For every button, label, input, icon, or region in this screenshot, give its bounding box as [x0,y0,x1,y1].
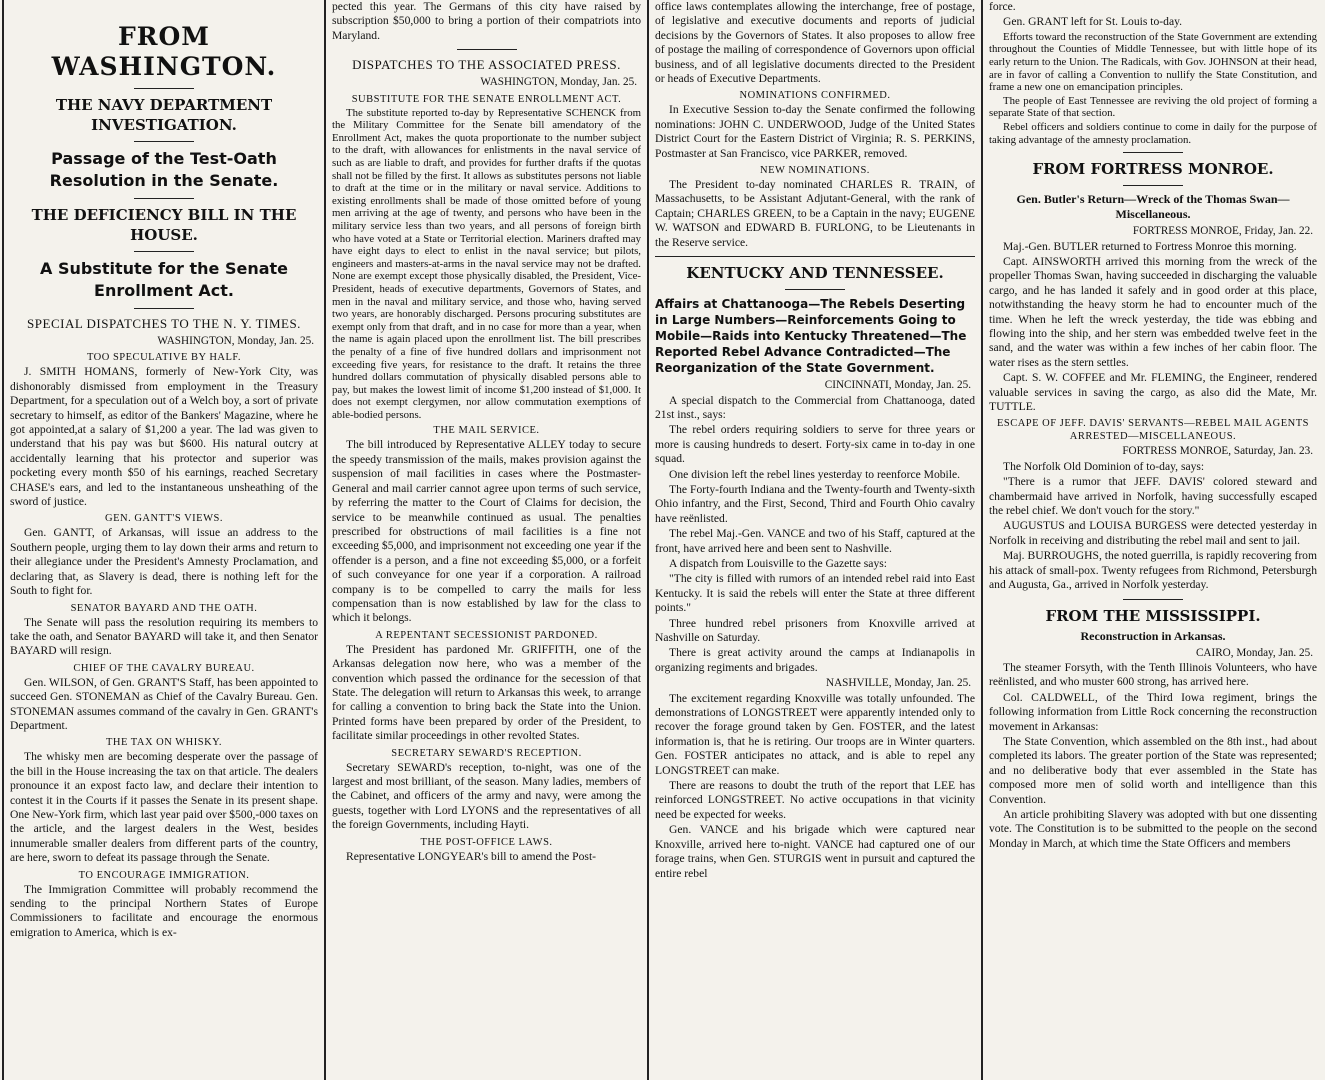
subhead-arkansas: Reconstruction in Arkansas. [1080,628,1226,643]
article-paragraph: The President to-day nominated CHARLES R. TRAIN, of Massachusetts, to be Assistant Adjutant-General, with the rank of Captain; CHARLES GREEN, to be a Captain in the navy; EUGENE W. WATSON and EDWARD B. FURLONG, to be Lieutenants in the Reserve service. [655,178,975,249]
article-paragraph: force. [989,0,1016,13]
section-heading: SENATOR BAYARD AND THE OATH. [70,602,258,614]
article-paragraph: The Immigration Committee will probably recommend the sending to the principal Northern States of Europe Commissioners to facilitate and encourage the enormous emigration to America, which is ex- [10,882,318,939]
article-paragraph: The President has pardoned Mr. GRIFFITH, one of the Arkansas delegation now here, who was a member of the convention which passed the ordinance for the secession of that State. The delegation will return to Arkansas this week, to arrange for calling a convention to bring back the State into the Union. Printed forms have been prepared by order of the President, to facilitate similar proceedings in other revolted States. [332,642,641,743]
article-paragraph: The people of East Tennessee are reviving the old project of forming a separate State of that section. [989,94,1317,120]
column-1 [2,0,324,1080]
section-heading: NOMINATIONS CONFIRMED. [739,90,891,102]
article-paragraph: There is great activity around the camps at Indianapolis in organizing regiments and brigades. [655,646,975,674]
section-heading: SUBSTITUTE FOR THE SENATE ENROLLMENT ACT. [351,93,622,105]
article-paragraph: Maj.-Gen. BUTLER returned to Fortress Monroe this morning. [1003,239,1297,253]
dateline: WASHINGTON, Monday, Jan. 25. [480,76,637,89]
column-4 [983,0,1323,1080]
section-heading: TOO SPECULATIVE BY HALF. [86,352,242,364]
article-paragraph: Gen. GRANT left for St. Louis to-day. [1003,15,1183,29]
divider [1123,152,1183,153]
headline-from-washington: FROM WASHINGTON. [51,22,277,81]
article-paragraph: The steamer Forsyth, with the Tenth Illinois Volunteers, who have reënlisted, and who muster 600 strong, has arrived here. [989,660,1317,689]
article-paragraph: There are reasons to doubt the truth of the report that LEE has reinforced LONGSTREET. No active occupations in that vicinity need be expected for weeks. [655,779,975,821]
article-paragraph: The whisky men are becoming desperate over the passage of the bill in the House increasing the tax on that article. The dealers pronounce it an expost facto law, and declare their intention to contest it in the Courts if it passes the Senate in its present shape. One New-York firm, which last year paid over $500,-000 taxes on the article, and the largest dealers in the West, besides innumerable smaller dealers from different parts of the country, are here, sworn to defeat its passage through the Senate. [10,750,318,865]
article-paragraph: Capt. S. W. COFFEE and Mr. FLEMING, the Engineer, rendered valuable services in saving the cargo, as also did the Mate, Mr. TUTTLE. [989,371,1317,414]
divider [785,289,845,290]
article-paragraph: "There is a rumor that JEFF. DAVIS' colored steward and chambermaid have arrived in Norfolk, having successfully escaped the rebel chief. We don't vouch for the story." [989,475,1317,518]
article-paragraph: The rebel Maj.-Gen. VANCE and two of his Staff, captured at the front, have arrived here and been sent to Nashville. [655,527,975,555]
article-paragraph: Three hundred rebel prisoners from Knoxville arrived at Nashville on Saturday. [655,616,975,644]
article-paragraph: Maj. BURROUGHS, the noted guerrilla, is rapidly recovering from his attack of small-pox. Twenty refugees from Richmond, Petersburgh and Augusta, Ga., arrived in Norfolk yesterday. [989,549,1317,592]
article-paragraph: The Norfolk Old Dominion of to-day, says: [1003,459,1205,473]
article-paragraph: The excitement regarding Knoxville was totally unfounded. The demonstrations of LONGSTREET were apparently intended only to recover the forage ground taken by Gen. FOSTER, and the latest information is, that he is retiring. Our troops are in Winter quarters. Gen. FOSTER anticipates no attack, and is able to repel any LONGSTREET can make. [655,691,975,777]
divider [457,49,517,50]
section-heading: SECRETARY SEWARD'S RECEPTION. [391,747,582,759]
divider [134,308,194,309]
subhead-butler: Gen. Butler's Return—Wreck of the Thomas Swan—Miscellaneous. [1016,192,1290,222]
article-paragraph: J. SMITH HOMANS, formerly of New-York City, was dishonorably dismissed from employment in the Treasury Department, for a speculation out of a Welch boy, a sort of private secretary to himself, as editor of the Bankers' Magazine, where he got appointed,at a salary of $1,200 a year. The lad was given to understand that his pay was but $600. His natural outcry at accidentally learning that his protector and superior was pocketing every month $50 of his earnings, reached Secretary CHASE's ears, and led to the instantaneous unsheathing of the sword of justice. [10,365,318,509]
article-paragraph: Capt. AINSWORTH arrived this morning from the wreck of the propeller Thomas Swan, having succeeded in discharging the valuable cargo, and he has landed it safely and in good order at this place, notwithstanding the heavy storm he had to encounter much of the time. When he left the wreck yesterday, the tide was ebbing and flowing into the ship, and her stern was embedded twelve feet in the sand, and the water was within a few inches of her cabin floor. The water rises as the stern settles. [989,254,1317,369]
dateline: WASHINGTON, Monday, Jan. 25. [157,335,314,347]
dateline: FORTRESS MONROE, Friday, Jan. 22. [1132,225,1313,238]
article-paragraph: The State Convention, which assembled on the 8th inst., had about completed its labors. The greater portion of the State was represented; and no deliberative body that ever assembled in the State has composed more men of solid worth and intelligence than this Convention. [989,734,1317,806]
section-heading: NEW NOMINATIONS. [760,165,870,177]
article-paragraph: Gen. VANCE and his brigade which were captured near Knoxville, arrived here to-night. VANCE had captured one of our forage trains, when Gen. STURGIS went in pursuit and captured the entire rebel [655,823,975,880]
article-paragraph: The rebel orders requiring soldiers to serve for three years or more is causing hundreds to desert. Forty-six came in to-day in one squad. [655,423,975,466]
dateline: CINCINNATI, Monday, Jan. 25. [824,379,971,392]
article-paragraph: A special dispatch to the Commercial from Chattanooga, dated 21st inst., says: [655,393,975,421]
article-paragraph: The substitute reported to-day by Representative SCHENCK from the Military Committee for the Senate bill amendatory of the Enrollment Act, makes the quota proportionate to the number subject to the draft, with allowances for enlistments in the naval service of such as are liable to draft, and provides for further drafts if the quotas shall not be filled by the first. It allows as substitutes persons not liable to draft at the time or in the military or naval service. Additions to existing enrollments shall be made of those omitted before of young men arriving at the age of twenty, and persons who have been in the military service less than two years, and all persons of foreign birth who have voted at a State or Territorial election. Mariners drafted may have eight days to elect to enlist in the naval service; but pilots, engineers and masters-at-arms in the naval service may not be drafted. None are exempt except those physically disabled, the President, Vice-President, heads of executive departments, Governors of States, and men in the naval and military service, and those who, having served two years, are honorably discharged. Persons procuring substitutes are exempt only from that draft, and in no case for more than a year, when the name is again placed upon the enrollment list. The bill prescribes the penalty of a fine of five hundred dollars and imprisonment not exceeding five years, for resistance to the draft. It retains the three hundred dollars commutation of physically disabled persons able to pay, but makes the lowest limit of income $1,200 instead of $1,000. It does not exempt clergymen, nor allow commutation exemptions of able-bodied persons. [332,106,641,421]
article-paragraph: Col. CALDWELL, of the Third Iowa regiment, brings the following information from Little Rock concerning the reconstruction movement in Arkansas: [989,690,1317,733]
article-paragraph: Rebel officers and soldiers continue to come in daily for the purpose of taking advantage of the amnesty proclamation. [989,120,1317,146]
article-paragraph: Secretary SEWARD's reception, to-night, was one of the largest and most brilliant, of the season. Many ladies, members of the Cabinet, and officers of the army and navy, were among the guests, together with Lord LYONS and the representatives of all the foreign Governments, including Hayti. [332,760,641,832]
article-paragraph: The bill introduced by Representative ALLEY today to secure the speedy transmission of the mails, makes provision against the suspension of mail facilities in cases where the Postmaster-General and mail carrier cannot agree upon terms of such service, by referring the matter to the Court of Claims for decision, the service to be meanwhile continued as usual. The penalties prescribed for obstructions of mail facilities is a fine not exceeding $5,000, and imprisonment not exceeding one year if the offender is a person, and a fine not exceeding $5,000, or a forfeit of such conveyance for one year if a corporation. A railroad company is to be compelled to carry the mails for less compensation than is now established by law for the class to which it belongs. [332,438,641,625]
headline-kentucky-tennessee: KENTUCKY AND TENNESSEE. [686,264,944,283]
divider [1123,185,1183,186]
article-paragraph: pected this year. The Germans of this city have raised by subscription $50,000 to bring a portion of their compatriots into Maryland. [332,0,641,42]
article-paragraph: Gen. WILSON, of Gen. GRANT'S Staff, has been appointed to succeed Gen. STONEMAN as Chief of the Cavalry Bureau. Gen. STONEMAN assumes command of the cavalry in Gen. GRANT's Department. [10,675,318,732]
article-paragraph: AUGUSTUS and LOUISA BURGESS were detected yesterday in Norfolk in receiving and distributing the rebel mail and sent to jail. [989,519,1317,547]
article-paragraph: A dispatch from Louisville to the Gazette says: [669,556,887,570]
dateline: FORTRESS MONROE, Saturday, Jan. 23. [1122,445,1313,458]
article-paragraph: Representative LONGYEAR's bill to amend the Post- [346,849,597,863]
section-heading: THE POST-OFFICE LAWS. [420,836,553,848]
dateline: NASHVILLE, Monday, Jan. 25. [825,677,971,690]
article-paragraph: The Forty-fourth Indiana and the Twenty-fourth and Twenty-sixth Ohio infantry, and the First, Second, Third and Fourth Ohio cavalry have reënlisted. [655,482,975,525]
divider [134,251,194,252]
divider [134,141,194,142]
article-paragraph: Efforts toward the reconstruction of the State Government are extending throughout the Counties of Middle Tennessee, but with little hope of its early return to the Union. The Radicals, with Gov. JOHNSON at their head, are in favor of calling a Convention to nullify the State Constitution, and frame a new one on emancipation principles. [989,30,1317,94]
section-heading: THE TAX ON WHISKY. [105,737,223,749]
special-dispatches-line: SPECIAL DISPATCHES TO THE N. Y. TIMES. [27,316,301,331]
associated-press-heading: DISPATCHES TO THE ASSOCIATED PRESS. [352,57,621,73]
section-heading: THE MAIL SERVICE. [433,425,540,437]
article-paragraph: One division left the rebel lines yesterday to reenforce Mobile. [669,467,961,481]
subhead-substitute: A Substitute for the Senate Enrollment Act. [39,259,289,300]
article-paragraph: An article prohibiting Slavery was adopted with but one dissenting vote. The Constitution is to be submitted to the people on the second Monday in March, at which time the State Officers and members [989,807,1317,850]
column-3 [649,0,981,1080]
divider [655,256,975,257]
headline-mississippi: FROM THE MISSISSIPPI. [1045,606,1261,625]
section-heading: A REPENTANT SECESSIONIST PARDONED. [375,629,598,641]
subhead-navy: THE NAVY DEPARTMENT INVESTIGATION. [55,96,273,134]
divider [134,198,194,199]
divider [1123,599,1183,600]
article-paragraph: Gen. GANTT, of Arkansas, will issue an address to the Southern people, urging them to lay down their arms and return to their allegiance under the President's Amnesty Proclamation, and declaring that, as Slavery is dead, there is nothing left for the South to fight for. [10,526,318,598]
section-heading: ESCAPE OF JEFF. DAVIS' SERVANTS—REBEL MAIL AGENTS ARRESTED—MISCELLANEOUS. [996,418,1310,443]
headline-fortress-monroe: FROM FORTRESS MONROE. [1032,160,1274,179]
subhead-test-oath: Passage of the Test-Oath Resolution in the Senate. [49,149,279,190]
section-heading: CHIEF OF THE CAVALRY BUREAU. [73,662,255,674]
section-heading: TO ENCOURAGE IMMIGRATION. [78,869,250,881]
article-paragraph: The Senate will pass the resolution requiring its members to take the oath, and Senator BAYARD will take it, and then Senator BAYARD will resign. [10,615,318,658]
subhead-chattanooga: Affairs at Chattanooga—The Rebels Deserting in Large Numbers—Reinforcements Going to Mobile—Raids into Kentucky Threatened—The Reported Rebel Advance Contradicted—The Reorganization of the State Government. [655,297,967,376]
subhead-deficiency: THE DEFICIENCY BILL IN THE HOUSE. [31,206,297,244]
article-paragraph: "The city is filled with rumors of an intended rebel raid into East Kentucky. It is said the rebels will enter the State at three different points." [655,572,975,615]
divider [134,88,194,89]
section-heading: GEN. GANTT'S VIEWS. [105,513,223,525]
dateline: CAIRO, Monday, Jan. 25. [1195,646,1313,659]
article-paragraph: office laws contemplates allowing the interchange, free of postage, of legislative and executive documents and reports of judicial decisions by the Governors of States. It also proposes to allow free of postage the mailing of correspondence of Governors upon official business, and of all legislative documents directed to the President or heads of Executive Departments. [655,0,975,86]
column-2 [326,0,647,1080]
article-paragraph: In Executive Session to-day the Senate confirmed the following nominations: JOHN C. UNDERWOOD, Judge of the United States District Court for the Eastern District of Virginia; R. S. PERKINS, Postmaster at San Francisco, vice PARKER, removed. [655,103,975,160]
